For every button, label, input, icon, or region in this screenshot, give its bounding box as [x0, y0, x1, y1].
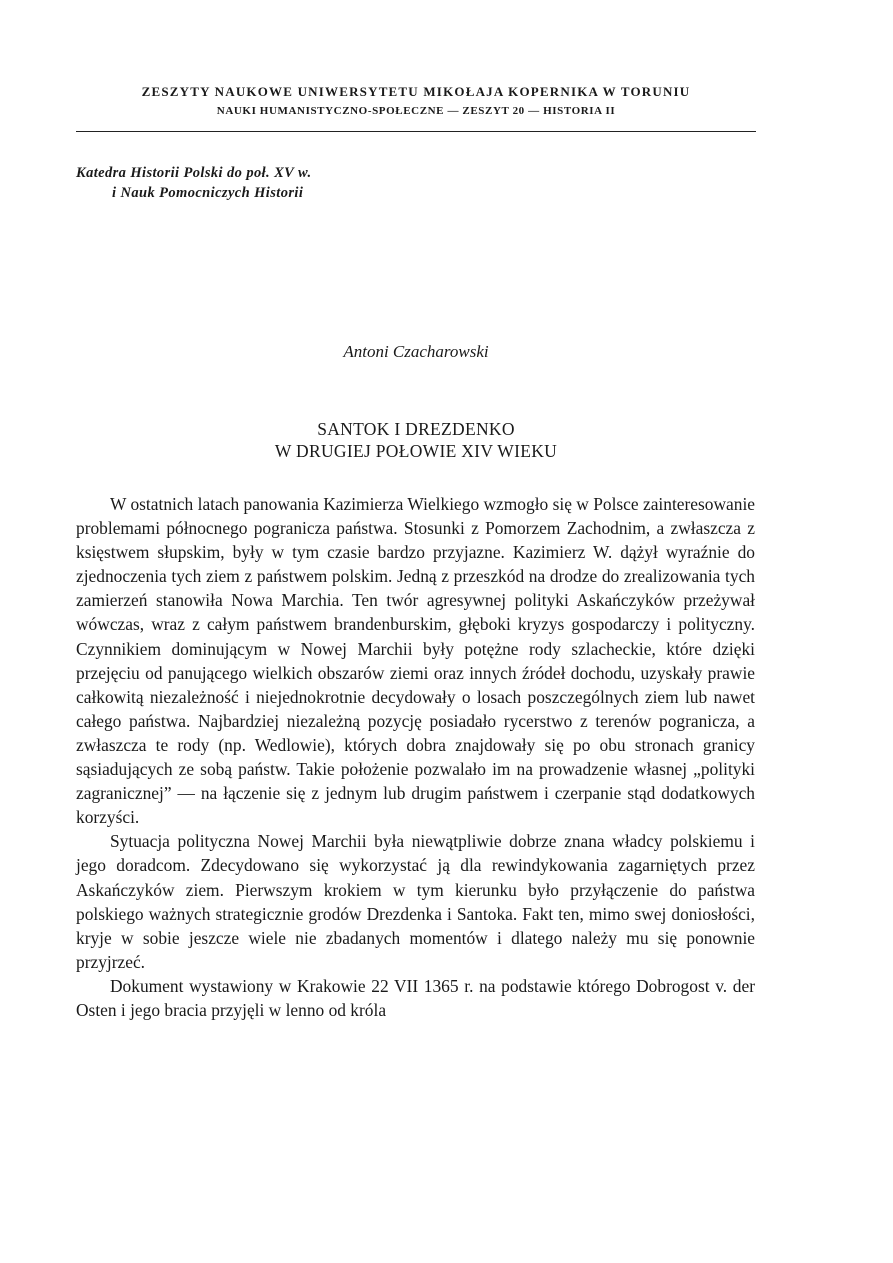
article-body [76, 492, 755, 1022]
paragraph: Dokument wystawiony w Krakowie 22 VII 1365 r. na podstawie którego Dobrogost v. der Osten i jego bracia przyjęli w lenno od króla [76, 975, 755, 1020]
paragraph: W ostatnich latach panowania Kazimierza Wielkiego wzmogło się w Polsce zainteresowanie problemami północnego pogranicza państwa. Stosunki z Pomorzem Zachodnim, a zwłaszcza z księstwem słupskim, były w tym czasie bardzo przyjazne. Kazimierz W. dążył wyraźnie do zjednoczenia tych ziem z państwem polskim. Jedną z przeszkód na drodze do zrealizowania tych zamierzeń stanowiła Nowa Marchia. Ten twór agresywnej polityki Askańczyków przeżywał wówczas, wraz z całym państwem brandenburskim, głęboki kryzys gospodarczy i polityczny. Czynnikiem dominującym w Nowej Marchii były potężne rody szlacheckie, które dzięki przejęciu od panującego wielkich obszarów ziemi oraz innych źródeł dochodu, uzyskały prawie całkowitą niezależność i niejednokrotnie decydowały o losach poszczególnych ziem lub nawet całego państwa. Najbardziej niezależną pozycję posiadało rycerstwo z terenów pogranicza, a zwłaszcza te rody (np. Wedlowie), których dobra znajdowały się po obu stronach granicy sąsiadujących ze sobą państw. Takie położenie pozwalało im na prowadzenie własnej „polityki zagranicznej” — na łączenie się z jednym lub drugim państwem i czerpanie stąd dodatkowych korzyści. [76, 494, 755, 828]
department-line-1: Katedra Historii Polski do poł. XV w. [76, 165, 312, 181]
article-title-line-2: W DRUGIEJ POŁOWIE XIV WIEKU [274, 441, 558, 461]
journal-title: ZESZYTY NAUKOWE UNIWERSYTETU MIKOŁAJA KOPERNIKA W TORUNIU [141, 84, 691, 99]
paragraph: Sytuacja polityczna Nowej Marchii była niewątpliwie dobrze znana władcy polskiemu i jego doradcom. Zdecydowano się wykorzystać ją dla rewindykowania zagarniętych przez Askańczyków ziem. Pierwszym krokiem w tym kierunku było przyłączenie do państwa polskiego ważnych strategicznie grodów Drezdenka i Santoka. Fakt ten, mimo swej doniosłości, kryje w sobie jeszcze wiele nie zbadanych momentów i dlatego należy mu się ponownie przyjrzeć. [76, 831, 755, 972]
department-affiliation [76, 163, 312, 203]
department-line-2: i Nauk Pomocniczych Historii [112, 185, 304, 201]
journal-series: NAUKI HUMANISTYCZNO-SPOŁECZNE — ZESZYT 20 — HISTORIA II [216, 105, 616, 117]
article-title [76, 418, 756, 462]
journal-header [76, 84, 756, 117]
article-title-line-1: SANTOK I DREZDENKO [317, 419, 515, 439]
header-rule [76, 131, 756, 132]
author-name: Antoni Czacharowski [343, 342, 489, 361]
